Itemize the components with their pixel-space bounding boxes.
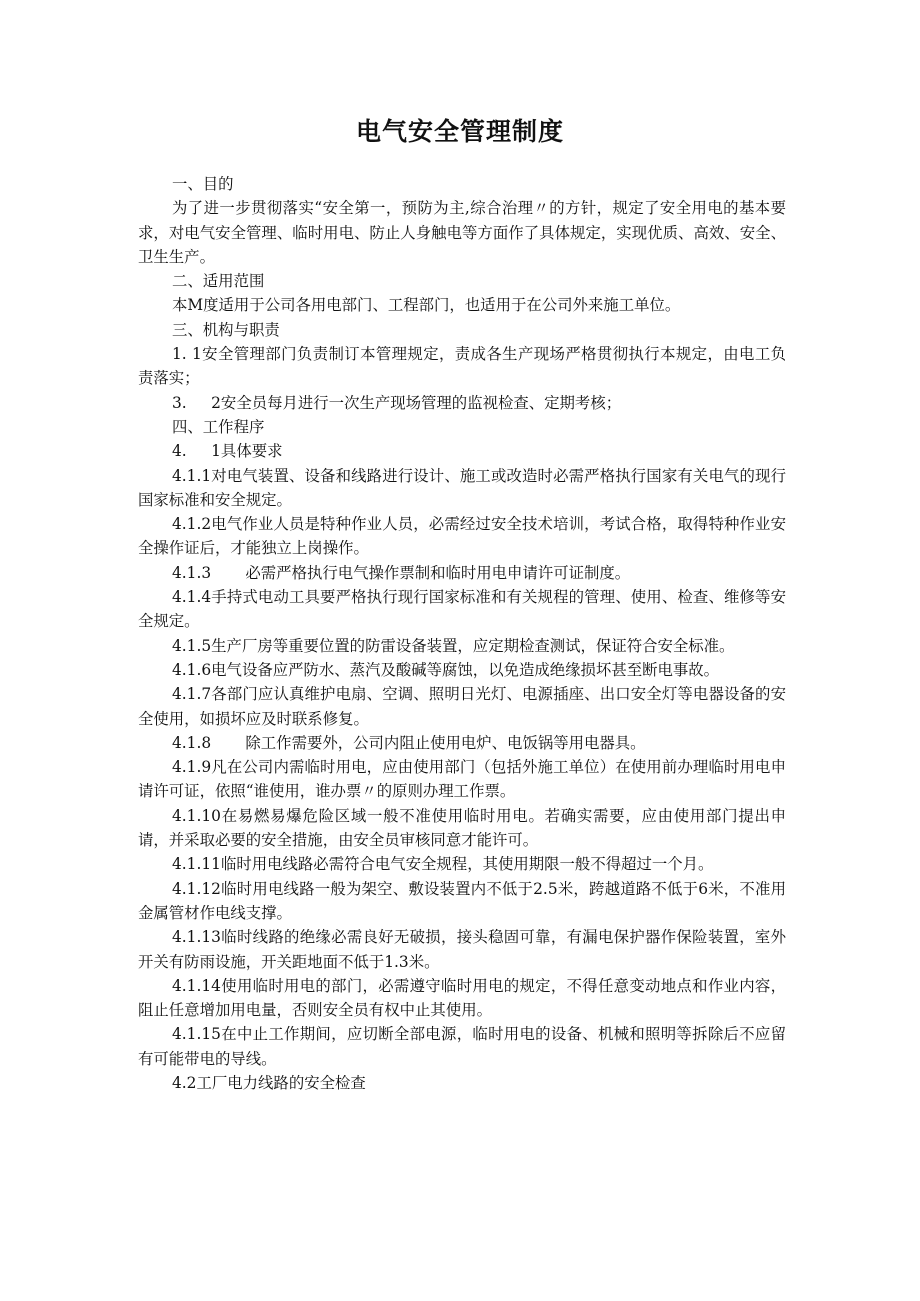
clause-paragraph: 4.1.15在中止工作期间，应切断全部电源，临时用电的设备、机械和照明等拆除后不应留有可能带电的导线。 [138,1025,786,1068]
clause-paragraph: 4.1.14使用临时用电的部门，必需遵守临时用电的规定，不得任意变动地点和作业内容，阻止任意增加用电量，否则安全员有权中止其使用。 [138,976,786,1020]
document-body [138,172,786,1095]
section-heading-procedure: 四、工作程序 [172,417,265,436]
section-heading-responsibilities: 三、机构与职责 [172,320,280,339]
subsection-heading: 4. 1具体要求 [172,442,283,461]
clause-paragraph: 4.1.2电气作业人员是特种作业人员，必需经过安全技术培训，考试合格，取得特种作业安全操作证后，才能独立上岗操作。 [138,515,786,558]
section-heading-scope: 二、适用范围 [172,272,265,291]
clause-paragraph: 3. 2安全员每月进行一次生产现场管理的监视检查、定期考核； [172,393,622,412]
section-heading-purpose: 一、目的 [172,175,234,193]
clause-paragraph: 4.1.10在易燃易爆危险区域一般不准使用临时用电。若确实需要，应由使用部门提出申请，并采取必要的安全措施，由安全员审核同意才能许可。 [138,806,786,850]
clause-paragraph: 4.1.6电气设备应严防水、蒸汽及酸碱等腐蚀，以免造成绝缘损坏甚至断电事故。 [172,660,720,679]
subsection-heading: 4.2工厂电力线路的安全检查 [172,1073,366,1092]
scope-paragraph: 本M度适用于公司各用电部门、工程部门，也适用于在公司外来施工单位。 [172,296,681,315]
clause-paragraph: 4.1.8 除工作需要外，公司内阻止使用电炉、电饭锅等用电器具。 [172,733,646,752]
clause-paragraph: 4.1.3 必需严格执行电气操作票制和临时用电申请许可证制度。 [172,563,631,582]
clause-paragraph: 4.1.12临时用电线路一般为架空、敷设装置内不低于2.5米，跨越道路不低于6米，不准用金属管材作电线支撑。 [138,879,786,922]
purpose-paragraph: 为了进一步贯彻落实“安全第一，预防为主,综合治理〃的方针，规定了安全用电的基本要求，对电气安全管理、临时用电、防止人身触电等方面作了具体规定，实现优质、高效、安全、卫生生产。 [138,199,786,266]
clause-paragraph: 4.1.5生产厂房等重要位置的防雷设备装置，应定期检查测试，保证符合安全标准。 [172,636,735,655]
clause-paragraph: 4.1.4手持式电动工具要严格执行现行国家标准和有关规程的管理、使用、检查、维修等安全规定。 [138,588,786,631]
document-title: 电气安全管理制度 [355,117,564,146]
clause-paragraph: 1. 1安全管理部门负责制订本管理规定，责成各生产现场严格贯彻执行本规定，由电工负责落实； [138,345,786,388]
clause-paragraph: 4.1.13临时线路的绝缘必需良好无破损，接头稳固可靠，有漏电保护器作保险装置，室外开关有防雨设施，开关距地面不低于1.3米。 [138,928,786,971]
clause-paragraph: 4.1.7各部门应认真维护电扇、空调、照明日光灯、电源插座、出口安全灯等电器设备的安全使用，如损坏应及时联系修复。 [138,685,786,728]
clause-paragraph: 4.1.1对电气装置、设备和线路进行设计、施工或改造时必需严格执行国家有关电气的现行国家标准和安全规定。 [138,466,786,509]
clause-paragraph: 4.1.11临时用电线路必需符合电气安全规程，其使用期限一般不得超过一个月。 [172,855,714,874]
clause-paragraph: 4.1.9凡在公司内需临时用电，应由使用部门（包括外施工单位）在使用前办理临时用电申请许可证，依照“谁使用，谁办票〃的原则办理工作票。 [138,758,786,801]
